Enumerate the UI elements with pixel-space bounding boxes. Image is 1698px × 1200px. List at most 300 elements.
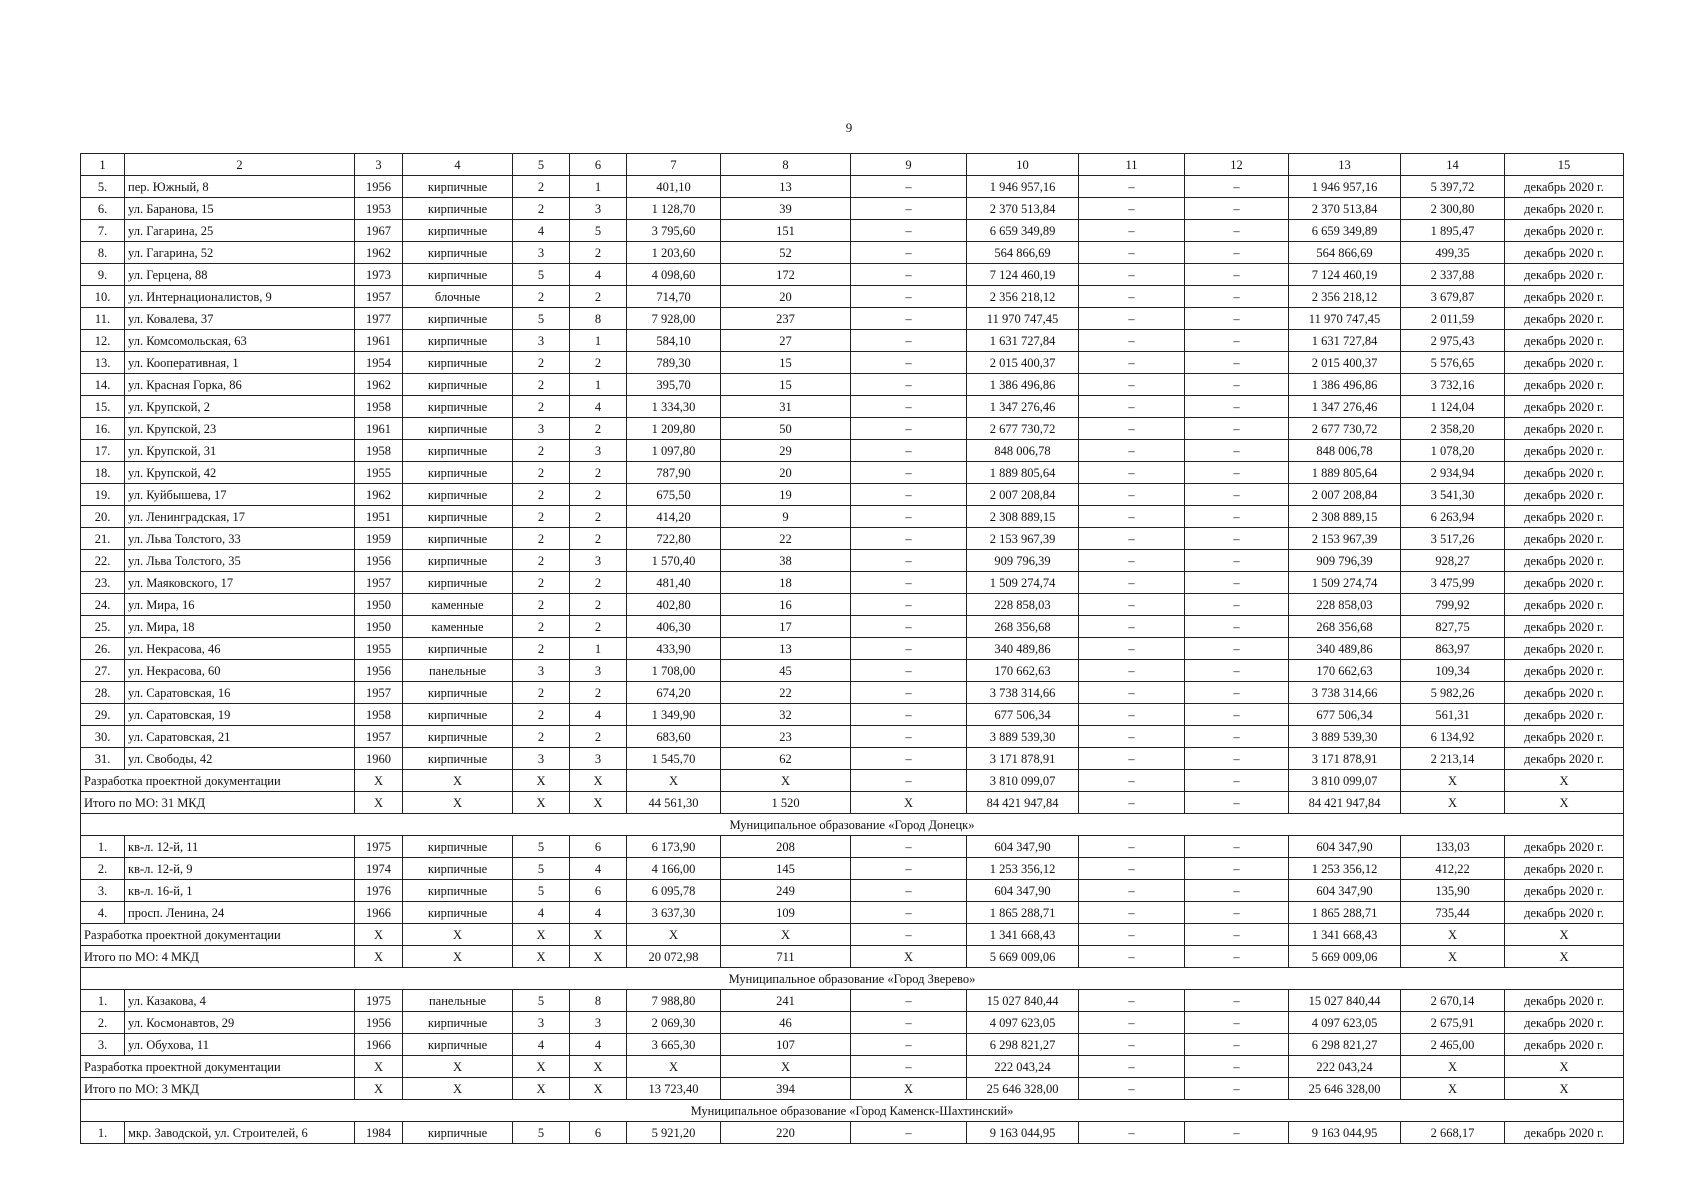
data-cell: кирпичные [403,374,513,396]
design-documentation-row [81,770,1624,792]
design-row-label: Разработка проектной документации [81,770,355,792]
data-cell: 1950 [355,594,403,616]
data-cell: кирпичные [403,330,513,352]
data-cell: блочные [403,286,513,308]
data-cell: – [1079,462,1185,484]
data-cell: декабрь 2020 г. [1505,990,1624,1012]
table-row [81,506,1624,528]
data-cell: 2 356 218,12 [967,286,1079,308]
data-cell: 5 [513,880,570,902]
data-cell: – [1185,616,1289,638]
data-cell: 3 889 539,30 [967,726,1079,748]
data-cell: X [627,924,721,946]
address-cell: ул. Мира, 18 [125,616,355,638]
data-cell: X [513,770,570,792]
data-cell: кирпичные [403,704,513,726]
column-number-header: 8 [721,154,851,176]
data-cell: 3 810 099,07 [1289,770,1401,792]
data-cell: X [627,1056,721,1078]
repair-program-table [80,153,1624,1144]
municipality-total-row [81,946,1624,968]
data-cell: 11 970 747,45 [967,308,1079,330]
row-number: 24. [81,594,125,616]
data-cell: 2 [513,704,570,726]
data-cell: 2 [513,594,570,616]
data-cell: – [1185,946,1289,968]
data-cell: – [1185,528,1289,550]
data-cell: 6 [570,880,627,902]
table-row [81,1012,1624,1034]
data-cell: 2 356 218,12 [1289,286,1401,308]
data-cell: 3 738 314,66 [967,682,1079,704]
row-number: 12. [81,330,125,352]
data-cell: – [1079,572,1185,594]
data-cell: – [1185,396,1289,418]
data-cell: – [851,198,967,220]
data-cell: 2 [513,198,570,220]
data-cell: декабрь 2020 г. [1505,264,1624,286]
data-cell: кирпичные [403,418,513,440]
data-cell: 20 [721,286,851,308]
data-cell: каменные [403,594,513,616]
address-cell: кв-л. 12-й, 9 [125,858,355,880]
data-cell: 3 [570,550,627,572]
table-row [81,748,1624,770]
table-row [81,440,1624,462]
data-cell: X [403,924,513,946]
data-cell: 5 [513,1122,570,1144]
data-cell: 3 541,30 [1401,484,1505,506]
data-cell: X [1505,792,1624,814]
data-cell: 107 [721,1034,851,1056]
data-cell: 414,20 [627,506,721,528]
data-cell: 9 163 044,95 [967,1122,1079,1144]
data-cell: – [851,418,967,440]
data-cell: 13 [721,176,851,198]
data-cell: – [1185,748,1289,770]
data-cell: 1957 [355,572,403,594]
data-cell: X [851,792,967,814]
data-cell: 38 [721,550,851,572]
data-cell: 3 665,30 [627,1034,721,1056]
row-number: 6. [81,198,125,220]
table-row [81,286,1624,308]
data-cell: – [851,176,967,198]
row-number: 2. [81,1012,125,1034]
address-cell: ул. Комсомольская, 63 [125,330,355,352]
data-cell: X [1401,946,1505,968]
data-cell: 2 [513,440,570,462]
data-cell: 722,80 [627,528,721,550]
data-cell: – [1185,220,1289,242]
data-cell: 3 [570,1012,627,1034]
data-cell: 677 506,34 [1289,704,1401,726]
data-cell: 2 [570,572,627,594]
row-number: 3. [81,880,125,902]
table-row [81,198,1624,220]
data-cell: X [570,924,627,946]
address-cell: ул. Гагарина, 25 [125,220,355,242]
data-cell: 3 517,26 [1401,528,1505,550]
data-cell: – [1079,946,1185,968]
row-number: 16. [81,418,125,440]
table-row [81,528,1624,550]
data-cell: 714,70 [627,286,721,308]
data-cell: 2 [570,462,627,484]
data-cell: 1962 [355,242,403,264]
row-number: 19. [81,484,125,506]
data-cell: 1 [570,176,627,198]
data-cell: X [403,792,513,814]
data-cell: – [851,440,967,462]
data-cell: – [851,1012,967,1034]
data-cell: 145 [721,858,851,880]
data-cell: 3 810 099,07 [967,770,1079,792]
data-cell: – [1079,770,1185,792]
data-cell: 499,35 [1401,242,1505,264]
row-number: 2. [81,858,125,880]
data-cell: кирпичные [403,858,513,880]
data-cell: кирпичные [403,550,513,572]
address-cell: ул. Кооперативная, 1 [125,352,355,374]
data-cell: 1 889 805,64 [1289,462,1401,484]
data-cell: 6 173,90 [627,836,721,858]
data-cell: 1977 [355,308,403,330]
data-cell: 2 [513,682,570,704]
data-cell: X [355,924,403,946]
table-row [81,638,1624,660]
data-cell: 1 347 276,46 [1289,396,1401,418]
data-cell: декабрь 2020 г. [1505,330,1624,352]
data-cell: X [1401,770,1505,792]
data-cell: X [721,1056,851,1078]
table-row [81,704,1624,726]
data-cell: – [1079,1034,1185,1056]
data-cell: 7 124 460,19 [1289,264,1401,286]
data-cell: 13 723,40 [627,1078,721,1100]
municipality-title: Муниципальное образование «Город Зверево» [81,968,1624,990]
address-cell: мкр. Заводской, ул. Строителей, 6 [125,1122,355,1144]
data-cell: – [1079,924,1185,946]
data-cell: – [1185,1122,1289,1144]
data-cell: 2 300,80 [1401,198,1505,220]
column-number-header: 14 [1401,154,1505,176]
data-cell: 1 [570,638,627,660]
data-cell: – [1185,1012,1289,1034]
data-cell: 16 [721,594,851,616]
data-cell: 604 347,90 [967,836,1079,858]
data-cell: кирпичные [403,264,513,286]
data-cell: X [1505,946,1624,968]
data-cell: 3 [513,748,570,770]
address-cell: ул. Ковалева, 37 [125,308,355,330]
data-cell: 1958 [355,704,403,726]
data-cell: 1 341 668,43 [967,924,1079,946]
data-cell: – [1079,902,1185,924]
data-cell: – [1185,836,1289,858]
data-cell: декабрь 2020 г. [1505,1122,1624,1144]
data-cell: 3 [570,660,627,682]
table-row [81,396,1624,418]
data-cell: 1 124,04 [1401,396,1505,418]
data-cell: – [1185,440,1289,462]
data-cell: 1 128,70 [627,198,721,220]
row-number: 5. [81,176,125,198]
row-number: 21. [81,528,125,550]
data-cell: 2 337,88 [1401,264,1505,286]
data-cell: 4 [570,264,627,286]
address-cell: кв-л. 16-й, 1 [125,880,355,902]
data-cell: – [1079,440,1185,462]
data-cell: 3 [513,1012,570,1034]
data-cell: 683,60 [627,726,721,748]
data-cell: – [1079,748,1185,770]
column-number-header: 1 [81,154,125,176]
data-cell: 1960 [355,748,403,770]
data-cell: – [1079,286,1185,308]
column-number-header: 6 [570,154,627,176]
data-cell: – [851,242,967,264]
data-cell: 1 946 957,16 [967,176,1079,198]
municipality-section-header [81,968,1624,990]
data-cell: X [403,770,513,792]
row-number: 20. [81,506,125,528]
data-cell: декабрь 2020 г. [1505,858,1624,880]
data-cell: 2 [570,506,627,528]
data-cell: 228 858,03 [967,594,1079,616]
data-cell: 46 [721,1012,851,1034]
data-cell: декабрь 2020 г. [1505,594,1624,616]
data-cell: 1957 [355,726,403,748]
data-cell: 1 509 274,74 [1289,572,1401,594]
table-row [81,352,1624,374]
data-cell: 133,03 [1401,836,1505,858]
data-cell: кирпичные [403,176,513,198]
data-cell: 5 [570,220,627,242]
data-cell: X [355,946,403,968]
data-cell: 1 946 957,16 [1289,176,1401,198]
data-cell: 1955 [355,638,403,660]
data-cell: 1 570,40 [627,550,721,572]
data-cell: 1967 [355,220,403,242]
data-cell: 2 015 400,37 [1289,352,1401,374]
data-cell: – [1079,418,1185,440]
data-cell: – [851,374,967,396]
data-cell: X [1401,1078,1505,1100]
data-cell: 222 043,24 [967,1056,1079,1078]
data-cell: X [403,1078,513,1100]
data-cell: 2 007 208,84 [967,484,1079,506]
data-cell: 4 097 623,05 [967,1012,1079,1034]
data-cell: 3 475,99 [1401,572,1505,594]
data-cell: кирпичные [403,462,513,484]
data-cell: X [570,1056,627,1078]
table-row [81,682,1624,704]
data-cell: 22 [721,528,851,550]
data-cell: 1975 [355,836,403,858]
data-cell: – [1079,1056,1185,1078]
data-cell: 401,10 [627,176,721,198]
data-cell: 1962 [355,374,403,396]
address-cell: ул. Казакова, 4 [125,990,355,1012]
data-cell: – [1079,528,1185,550]
data-cell: 241 [721,990,851,1012]
data-cell: декабрь 2020 г. [1505,638,1624,660]
data-cell: 5 397,72 [1401,176,1505,198]
data-cell: 2 308 889,15 [1289,506,1401,528]
municipality-title: Муниципальное образование «Город Донецк» [81,814,1624,836]
data-cell: 2 [570,528,627,550]
data-cell: 3 795,60 [627,220,721,242]
data-cell: 1 865 288,71 [1289,902,1401,924]
data-cell: – [851,308,967,330]
address-cell: ул. Некрасова, 60 [125,660,355,682]
data-cell: – [1079,330,1185,352]
table-row [81,176,1624,198]
data-cell: – [851,638,967,660]
data-cell: 2 465,00 [1401,1034,1505,1056]
data-cell: кирпичные [403,1012,513,1034]
table-row [81,1034,1624,1056]
data-cell: 237 [721,308,851,330]
data-cell: 15 027 840,44 [1289,990,1401,1012]
data-cell: 44 561,30 [627,792,721,814]
column-number-row [81,154,1624,176]
data-cell: 1966 [355,902,403,924]
data-cell: – [1185,176,1289,198]
data-cell: 3 [570,440,627,462]
table-row [81,220,1624,242]
data-cell: 2 007 208,84 [1289,484,1401,506]
data-cell: кирпичные [403,528,513,550]
data-cell: 406,30 [627,616,721,638]
data-cell: 4 [513,1034,570,1056]
data-cell: 1961 [355,330,403,352]
data-cell: 4 [570,396,627,418]
data-cell: – [1079,176,1185,198]
data-cell: 2 308 889,15 [967,506,1079,528]
data-cell: – [851,528,967,550]
data-cell: 170 662,63 [1289,660,1401,682]
address-cell: пер. Южный, 8 [125,176,355,198]
data-cell: 1 253 356,12 [967,858,1079,880]
address-cell: ул. Крупской, 42 [125,462,355,484]
data-cell: 9 [721,506,851,528]
data-cell: 2 [513,286,570,308]
data-cell: декабрь 2020 г. [1505,1012,1624,1034]
data-cell: 584,10 [627,330,721,352]
data-cell: 2 [570,616,627,638]
data-cell: 109 [721,902,851,924]
data-cell: – [851,660,967,682]
data-cell: 84 421 947,84 [967,792,1079,814]
column-number-header: 13 [1289,154,1401,176]
data-cell: 1956 [355,550,403,572]
data-cell: – [1079,506,1185,528]
data-cell: декабрь 2020 г. [1505,484,1624,506]
table-body [81,154,1624,1144]
data-cell: 2 069,30 [627,1012,721,1034]
data-cell: 561,31 [1401,704,1505,726]
data-cell: – [1185,330,1289,352]
data-cell: декабрь 2020 г. [1505,748,1624,770]
data-cell: 340 489,86 [967,638,1079,660]
address-cell: ул. Саратовская, 21 [125,726,355,748]
row-number: 1. [81,990,125,1012]
data-cell: – [1079,638,1185,660]
data-cell: – [1079,858,1185,880]
data-cell: 6 [570,836,627,858]
data-cell: 15 [721,352,851,374]
column-number-header: 3 [355,154,403,176]
design-documentation-row [81,924,1624,946]
data-cell: 1 341 668,43 [1289,924,1401,946]
data-cell: 2 [513,352,570,374]
table-row [81,242,1624,264]
data-cell: декабрь 2020 г. [1505,550,1624,572]
data-cell: 1 349,90 [627,704,721,726]
table-row [81,308,1624,330]
data-cell: X [1401,924,1505,946]
table-row [81,858,1624,880]
data-cell: 1966 [355,1034,403,1056]
data-cell: – [1079,990,1185,1012]
table-row [81,330,1624,352]
data-cell: 1955 [355,462,403,484]
data-cell: 17 [721,616,851,638]
address-cell: ул. Саратовская, 19 [125,704,355,726]
row-number: 10. [81,286,125,308]
data-cell: 15 [721,374,851,396]
data-cell: – [1079,1122,1185,1144]
address-cell: ул. Куйбышева, 17 [125,484,355,506]
data-cell: – [851,836,967,858]
data-cell: 2 [513,176,570,198]
address-cell: ул. Баранова, 15 [125,198,355,220]
design-row-label: Разработка проектной документации [81,1056,355,1078]
data-cell: – [1185,704,1289,726]
data-cell: 13 [721,638,851,660]
address-cell: ул. Герцена, 88 [125,264,355,286]
data-cell: 2 [513,506,570,528]
data-cell: – [1079,704,1185,726]
data-cell: 2 [513,374,570,396]
data-cell: 2 [570,242,627,264]
data-cell: 3 [513,660,570,682]
data-cell: 4 [570,1034,627,1056]
data-cell: 5 [513,264,570,286]
data-cell: 20 072,98 [627,946,721,968]
row-number: 18. [81,462,125,484]
data-cell: – [1079,484,1185,506]
data-cell: – [1185,506,1289,528]
data-cell: 827,75 [1401,616,1505,638]
data-cell: 62 [721,748,851,770]
data-cell: кирпичные [403,572,513,594]
data-cell: 25 646 328,00 [1289,1078,1401,1100]
data-cell: 863,97 [1401,638,1505,660]
data-cell: 677 506,34 [967,704,1079,726]
data-cell: 1954 [355,352,403,374]
data-cell: 45 [721,660,851,682]
data-cell: – [1185,1034,1289,1056]
data-cell: 340 489,86 [1289,638,1401,660]
column-number-header: 4 [403,154,513,176]
data-cell: кирпичные [403,682,513,704]
data-cell: – [851,1034,967,1056]
data-cell: 268 356,68 [1289,616,1401,638]
data-cell: – [1185,880,1289,902]
